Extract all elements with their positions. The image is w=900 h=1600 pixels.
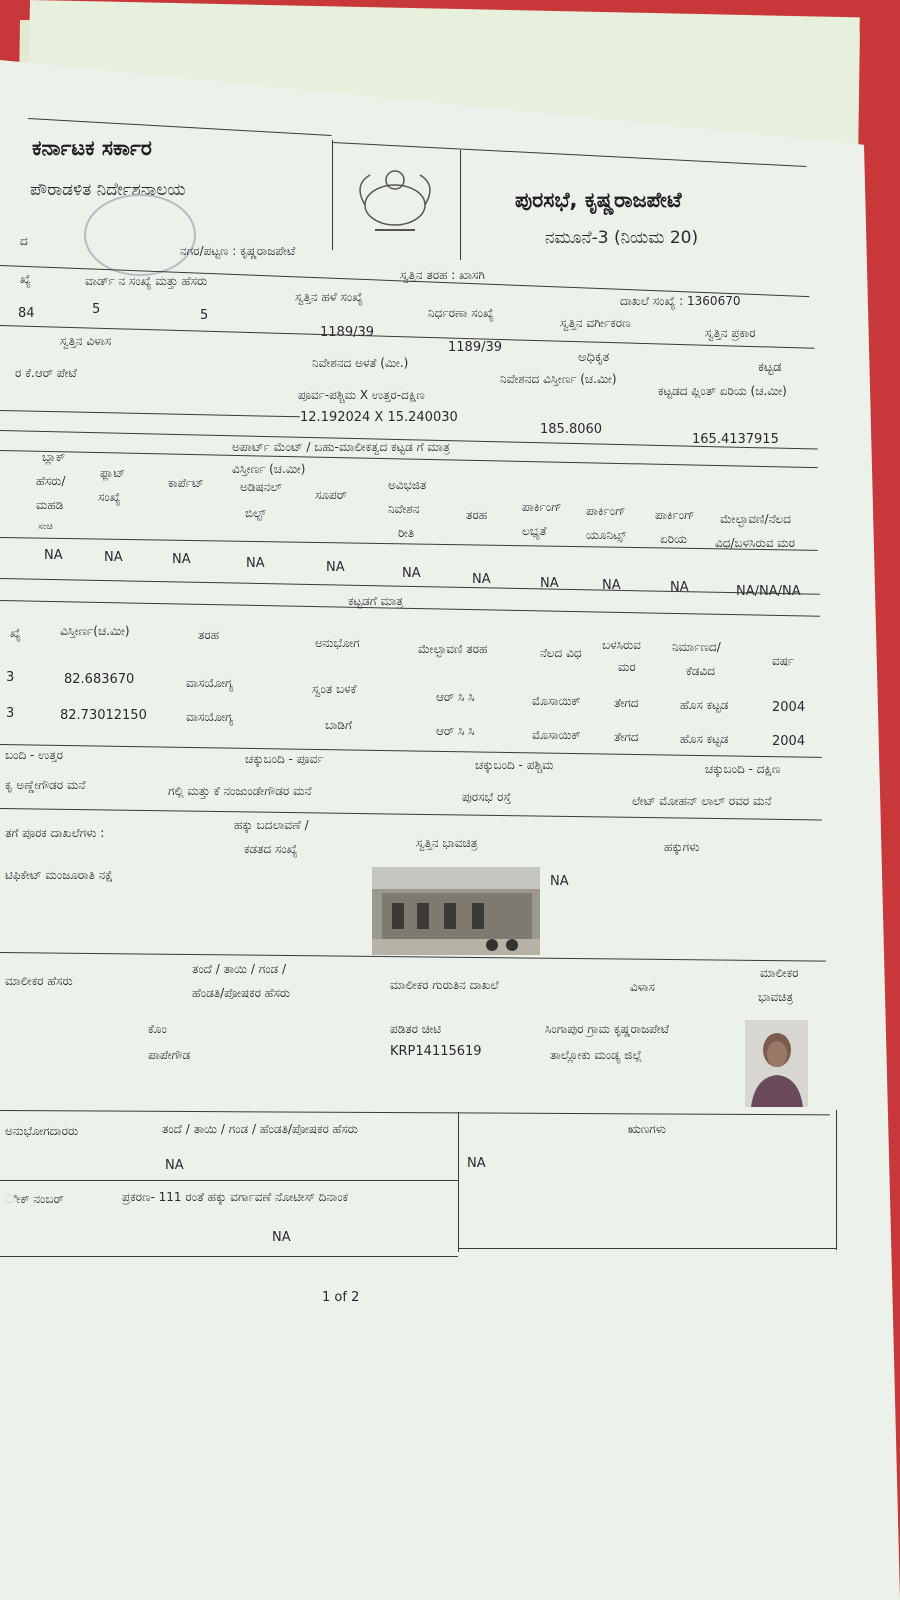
h-undivided-1: ಅವಿಭಜಿತ [388,478,427,492]
h-undivided-3: ರೀತಿ [398,526,415,540]
occupant-relation-label: ತಂದೆ / ತಾಯಿ / ಗಂಡ / ಹೆಂಡತಿ/ಪೋಷಕರ ಹೆಸರು [162,1122,358,1136]
apt-val-block: NA [44,548,63,563]
h-block-3: ಮಹಡಿ [36,498,64,512]
apt-val-undivided: NA [402,566,421,581]
apt-val-flat: NA [104,550,123,565]
ward-label: ವಾರ್ಡ್ ನ ಸಂಖ್ಯೆ ಮತ್ತು ಹೆಸರು [85,274,208,288]
owner-photo-label-2: ಭಾವಚಿತ್ರ [758,990,794,1004]
owner-photo [745,1020,808,1107]
north-value: ಕೃ ಅಣ್ಣೇಗೌಡರ ಮನೆ [5,778,86,792]
h-parking-1a: ಪಾರ್ಕಿಂಗ್ [522,500,562,514]
old-no-value: 1189/39 [320,325,375,340]
govt-title: ಕರ್ನಾಟಕ ಸರ್ಕಾರ [32,136,152,160]
b-row1-taraha: ವಾಸಯೋಗ್ಯ [186,676,234,690]
dept-title: ಪೌರಾಡಳಿತ ನಿರ್ದೇಶನಾಲಯ [30,180,186,200]
h-parking-3b: ಏರಿಯ [660,532,687,546]
state-emblem-icon [345,160,445,240]
address-label: ಸ್ವತ್ತಿನ ವಿಳಾಸ [60,334,112,348]
h-block-2: ಹೆಸರು/ [36,474,66,488]
supporting-docs-label: ತಗೆ ಪೂರಕ ದಾಖಲೆಗಳು : [5,826,105,840]
apartment-area-title: ವಿಸ್ತೀರ್ಣ (ಚ.ಮೀ) [232,462,306,476]
b-row1-roof: ಆರ್ ಸಿ ಸಿ [436,690,475,704]
b-row1-construction: ಹೊಸ ಕಟ್ಟಡ [680,698,729,712]
owner-address-line2: ತಾಲ್ಲೋಕು ಮಂಡ್ಯ ಜಿಲ್ಲೆ [550,1048,643,1062]
site-area-value: 185.8060 [540,422,603,437]
certificate-label: ಟಿಫಿಕೇಟ್ ಮಂಜೂರಾತಿ ನಕ್ಷೆ [5,868,114,882]
owner-name-value: ಕೊಂ [148,1022,167,1036]
type-label: ಸ್ವತ್ತಿನ ಪ್ರಕಾರ [705,326,756,340]
debts-value: NA [467,1156,486,1171]
corner-mark: ದ [20,234,28,248]
page-number: 1 of 2 [322,1290,360,1305]
apt-val-super: NA [326,560,345,575]
owner-address-line1: ಸಿಂಗಾಪುರ ಗ್ರಾಮ ಕೃಷ್ಣರಾಜಪೇಟೆ [545,1022,670,1036]
h-roof-2: ವಿಧ/ಬಳಸಿರುವ ಮರ [715,536,795,550]
plinth-label: ಕಟ್ಟಡದ ಪ್ಲಿಂತ್ ಏರಿಯ (ಚ.ಮೀ) [658,384,787,398]
b-row1-wood: ತೇಗದ [614,696,639,710]
b-row2-no: 3 [6,706,15,721]
category-value: ಅಧಿಕೃತ [578,350,610,365]
h-parking-1b: ಲಭ್ಯತೆ [522,524,547,538]
b-row1-no: 3 [6,670,15,685]
type-value: ಕಟ್ಟಡ [758,360,782,375]
assess-no-value: 1189/39 [448,340,503,355]
apt-val-roof: NA/NA/NA [736,584,801,599]
owner-id-number: KRP14115619 [390,1044,482,1059]
notice-label: ಪ್ರಕರಣ- 111 ರಂತೆ ಹಕ್ಕು ವರ್ಗಾವಣೆ ನೋಟೀಸ್ ದಿನಾಂಕ [122,1190,349,1204]
rights-value: NA [550,874,569,889]
b-h-use: ಅನುಭೋಗ [315,636,360,650]
apartment-title: ಅಪಾರ್ಟ್ ಮೆಂಟ್ / ಬಹು-ಮಾಲೀಕತ್ವದ ಕಟ್ಟಡ ಗೆ ಮಾತ್ರ [232,440,450,454]
h-block-1: ಬ್ಲಾಕ್ [42,450,66,464]
occupant-relation-value: NA [165,1158,184,1173]
h-taraha: ತರಹ [466,508,488,522]
b-h-year: ವರ್ಷ [772,654,795,668]
apt-val-parking3: NA [670,580,689,595]
measure-value: 12.192024 X 15.240030 [300,410,458,425]
b-h-roof: ಮೇಲ್ಛಾವಣಿ ತರಹ [418,642,488,656]
address-value: ರ ಕೆ.ಆರ್ ಪೇಟೆ [15,366,77,380]
south-value: ಲೇಟ್ ಮೋಹನ್ ಲಾಲ್ ರವರ ಮನೆ [632,794,772,808]
record-number: ದಾಖಲೆ ಸಂಖ್ಯೆ : 1360670 [620,294,741,308]
b-row1-year: 2004 [772,700,806,715]
owner-name-label: ಮಾಲೀಕರ ಹೆಸರು [5,974,73,988]
ward-name-value: 5 [200,308,209,323]
occupant-label: ಅನುಭೋಗದಾರರು [5,1124,79,1138]
west-label: ಚಕ್ಕುಬಂದಿ - ಪಶ್ಚಿಮ [475,758,554,772]
b-h-wood-2: ಮರ [618,660,636,674]
plinth-value: 165.4137915 [692,432,779,447]
debts-label: ಋಣಗಳು [628,1122,667,1136]
east-value: ಗಲ್ಲಿ ಮತ್ತು ಕೆ ನಂಜುಂಡೇಗೌಡರ ಮನೆ [168,784,312,798]
building-title: ಕಟ್ಟಡಗೆ ಮಾತ್ರ [348,594,404,608]
property-photo-label: ಸ್ವತ್ತಿನ ಭಾವಚಿತ್ರ [416,836,478,850]
b-row2-roof: ಆರ್ ಸಿ ಸಿ [436,724,475,738]
old-no-label: ಸ್ವತ್ತಿನ ಹಳೆ ಸಂಖ್ಯೆ [295,290,364,304]
h-roof-1: ಮೇಲ್ಛಾವಣಿ/ನೆಲದ [720,512,791,526]
ward-no-value: 5 [92,302,101,317]
b-row2-taraha: ವಾಸಯೋಗ್ಯ [186,710,234,724]
category-label: ಸ್ವತ್ತಿನ ವರ್ಗೀಕರಣ [560,316,631,330]
nagara-label: ನಗರ/ಪಟ್ಟಣ : ಕೃಷ್ಣರಾಜಪೇಟೆ [180,244,296,258]
b-h-no: ಖ್ಯೆ [10,626,21,640]
b-row2-wood: ತೇಗದ [614,730,639,744]
b-h-construction-2: ಕೆಡವಿದ [686,664,716,678]
east-label: ಚಕ್ಕುಬಂದಿ - ಪೂರ್ವ [245,752,324,766]
notice-value: NA [272,1230,291,1245]
south-label: ಚಕ್ಕುಬಂದಿ - ದಕ್ಷಿಣ [705,762,781,776]
apt-val-taraha: NA [472,572,491,587]
b-row2-use: ಬಾಡಿಗೆ [325,718,352,732]
measure-label: ನಿವೇಶನದ ಅಳತೆ (ಮೀ.) [312,356,409,370]
b-row1-area: 82.683670 [64,672,135,687]
b-h-area: ವಿಸ್ತೀರ್ಣ(ಚ.ಮೀ) [60,624,130,638]
h-parking-2b: ಯೂನಿಟ್ಸ್ [586,528,627,542]
owner-address-label: ವಿಳಾಸ [630,980,655,994]
h-flat-1: ಫ್ಲಾಟ್ [100,466,126,480]
transfer-label-1: ಹಕ್ಕು ಬದಲಾವಣೆ / [234,818,309,832]
h-flat-2: ಸಂಖ್ಯೆ [98,490,121,504]
row-mark: ಖ್ಯೆ [20,272,31,286]
direction-label: ಪೂರ್ವ-ಪಶ್ಚಿಮ X ಉತ್ತರ-ದಕ್ಷಿಣ [298,388,425,402]
b-h-taraha: ತರಹ [198,628,220,642]
municipality-title: ಪುರಸಭೆ, ಕೃಷ್ಣರಾಜಪೇಟೆ [515,188,682,212]
apt-val-parking2: NA [602,578,621,593]
h-parking-3a: ಪಾರ್ಕಿಂಗ್ [655,508,695,522]
b-row1-use: ಸ್ವಂತ ಬಳಕೆ [312,682,357,696]
faded-seal-icon [80,190,200,280]
owner-relation-label-2: ಹೆಂಡತಿ/ಪೋಷಕರ ಹೆಸರು [192,986,291,1000]
north-label: ಬಂದಿ - ಉತ್ತರ [5,748,63,762]
assess-no-label: ನಿರ್ಧರಣಾ ಸಂಖ್ಯೆ [428,306,494,320]
owner-relation-value: ಪಾಪೇಗೌಡ [148,1048,191,1062]
b-row1-floor: ಮೊಸಾಯಿಕ್ [532,694,581,708]
apt-val-carpet: NA [172,552,191,567]
h-undivided-2: ನಿವೇಶನ [388,502,420,516]
b-row2-floor: ಮೊಸಾಯಿಕ್ [532,728,581,742]
rights-label: ಹಕ್ಕುಗಳು [664,840,700,854]
owner-id-label: ಮಾಲೀಕರ ಗುರುತಿನ ದಾಖಲೆ [390,978,499,992]
transfer-label-2: ಕಡತದ ಸಂಖ್ಯೆ [244,842,298,856]
b-h-wood-1: ಬಳಸಿರುವ [602,638,641,652]
b-h-floor: ನೆಲದ ವಿಧ [540,646,582,660]
row-start-value: 84 [18,306,35,321]
number-label: ೀಕ್ ನಂಬರ್ [5,1192,64,1206]
h-block-4: ಸಂಚಿ [38,522,53,532]
site-area-label: ನಿವೇಶನದ ವಿಸ್ತೀರ್ಣ (ಚ.ಮೀ) [500,372,617,386]
b-h-construction-1: ನಿರ್ಮಾಣದ/ [672,640,721,654]
h-super: ಸೂಪರ್ [315,488,347,502]
form-title: ನಮೂನೆ-3 (ನಿಯಮ 20) [545,228,699,248]
owner-relation-label-1: ತಂದೆ / ತಾಯಿ / ಗಂಡ / [192,962,287,976]
b-row2-year: 2004 [772,734,806,749]
h-additional-1: ಅಡಿಷನಲ್ [240,480,282,494]
property-nature: ಸ್ವತ್ತಿನ ತರಹ : ಖಾಸಗಿ [400,268,485,282]
property-photo [372,867,540,955]
owner-photo-label-1: ಮಾಲೀಕರ [760,966,799,980]
h-additional-2: ಬಿಲ್ಟ್ [245,506,266,520]
apt-val-additional: NA [246,556,265,571]
h-parking-2a: ಪಾರ್ಕಿಂಗ್ [586,504,626,518]
west-value: ಪುರಸಭೆ ರಸ್ತೆ [462,790,512,804]
owner-id-type: ಪಡಿತರ ಚೀಟಿ [390,1022,442,1036]
h-carpet: ಕಾರ್ಪೆಟ್ [168,476,204,490]
b-row2-construction: ಹೊಸ ಕಟ್ಟಡ [680,732,729,746]
b-row2-area: 82.73012150 [60,708,147,723]
apt-val-parking1: NA [540,576,559,591]
